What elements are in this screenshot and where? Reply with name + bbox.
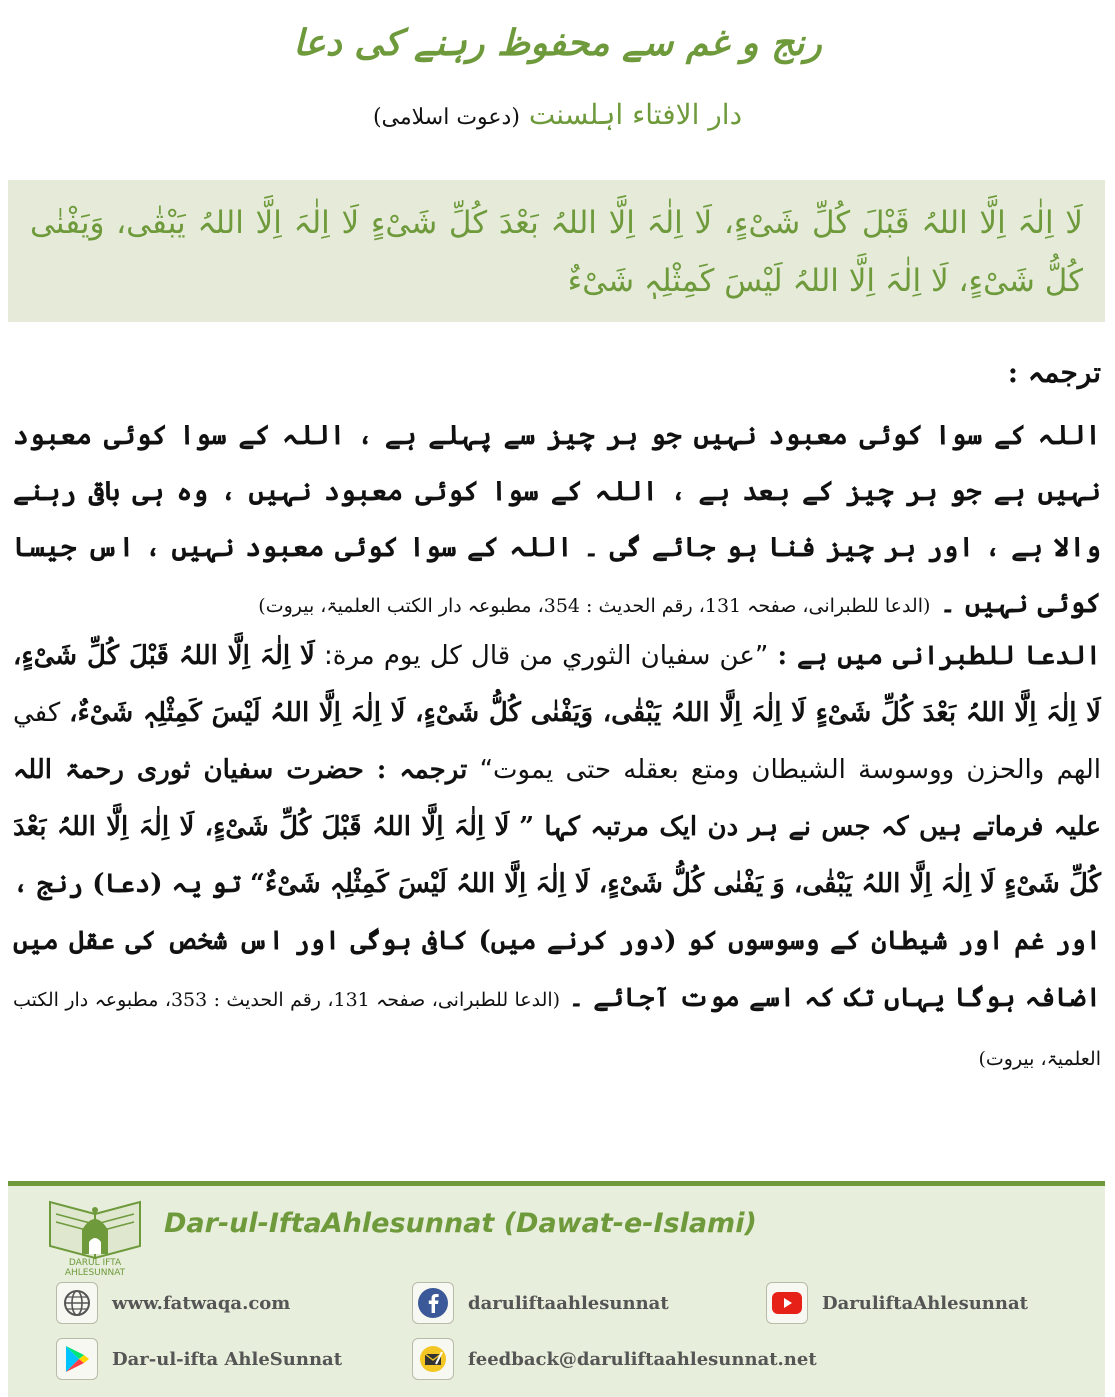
email-text: feedback@daruliftaahlesunnat.net <box>468 1348 817 1370</box>
playstore-icon-box <box>56 1338 98 1380</box>
website-icon-box <box>56 1282 98 1324</box>
tabarani-translation-1: ترجمہ : حضرت سفیان ثوری رحمۃ اللہ علیہ فرماتے ہیں کہ جس نے ہر دن ایک مرتبہ کہا ” <box>13 755 1101 842</box>
youtube-icon-box <box>766 1282 808 1324</box>
tabarani-paragraph <box>13 628 1101 1088</box>
translation-heading: ترجمہ : <box>1007 356 1101 389</box>
dua-quote-1: لَا اِلٰہَ اِلَّا اللہُ قَبْلَ کُلِّ شَیْءٍ، لَا اِلٰہَ اِلَّا اللہُ بَعْدَ کُلِّ شَیْءٍ لَا اِلٰہَ اِلَّا اللہُ یَبْقٰی، وَیَفْنٰی کُلُّ شَیْءٍ، لَا اِلٰہَ اِلَّا اللہُ لَیْسَ کَمِثْلِہٖ شَیْءٌ، <box>13 641 1101 728</box>
playstore-link[interactable] <box>56 1338 342 1380</box>
playstore-text: Dar-ul-ifta AhleSunnat <box>112 1348 343 1370</box>
subtitle-paren: (دعوت اسلامی) <box>372 105 520 130</box>
arabic-text-1: ”عن سفيان الثوري من قال كل يوم مرة: <box>324 641 769 671</box>
tabarani-translation-2: تو یہ (دعا) رنج ، اور غم اور شیطان کے وسوسوں کو (دور کرنے میں) کافی ہوگی اور اس شخص کی عقل میں اضافہ ہوگا یہاں تک کہ اسے موت آجائے ۔ <box>13 869 1101 1013</box>
website-text: www.fatwaqa.com <box>112 1292 291 1314</box>
email-icon-box <box>412 1338 454 1380</box>
tabarani-intro: الدعا للطبرانی میں ہے : <box>777 641 1101 671</box>
translation-body: اللہ کے سوا کوئی معبود نہیں جو ہر چیز سے پہلے ہے ، اللہ کے سوا کوئی معبود نہیں ہے جو ہر چیز کے بعد ہے ، اللہ کے سوا کوئی معبود نہیں ، وہ ہی باقی رہنے والا ہے ، اور ہر چیز فنا ہو جائے گی ۔ اللہ کے سوا کوئی معبود نہیں ، اس جیسا کوئی نہیں ۔ <box>13 420 1101 619</box>
facebook-icon-box <box>412 1282 454 1324</box>
footer <box>8 1186 1105 1397</box>
page-subtitle <box>0 98 1115 131</box>
play-store-icon <box>63 1344 91 1374</box>
translation-reference: (الدعا للطبرانی، صفحہ 131، رقم الحدیث : 354، مطبوعہ دار الکتب العلمیۃ، بیروت) <box>258 595 931 617</box>
youtube-text: DaruliftaAhlesunnat <box>822 1292 1028 1314</box>
translation-paragraph <box>13 408 1101 634</box>
youtube-icon <box>771 1291 803 1315</box>
dua-box: لَا اِلٰہَ اِلَّا اللہُ قَبْلَ کُلِّ شَیْءٍ، لَا اِلٰہَ اِلَّا اللہُ بَعْدَ کُلِّ شَیْءٍ لَا اِلٰہَ اِلَّا اللہُ یَبْقٰی، وَیَفْنٰی کُلُّ شَیْءٍ، لَا اِلٰہَ اِلَّا اللہُ لَیْسَ کَمِثْلِہٖ شَیْءٌ <box>8 180 1105 322</box>
arabic-text-2: كفي الهم والحزن ووسوسة الشيطان ومتع بعقله حتى يموت“ <box>13 698 1101 785</box>
facebook-link[interactable] <box>412 1282 669 1324</box>
facebook-icon <box>417 1287 449 1319</box>
email-link[interactable] <box>412 1338 817 1380</box>
subtitle-text: دار الافتاء اہلسنت <box>528 98 743 131</box>
footer-brand: Dar-ul-IftaAhlesunnat (Dawat-e-Islami) <box>164 1208 757 1239</box>
logo-caption: DARUL IFTA AHLESUNNAT <box>64 1258 126 1278</box>
globe-icon <box>62 1288 92 1318</box>
dua-quote-2: لَا اِلٰہَ اِلَّا اللہُ قَبْلَ کُلِّ شَیْءٍ، لَا اِلٰہَ اِلَّا اللہُ بَعْدَ کُلِّ شَیْءٍ لَا اِلٰہَ اِلَّا اللہُ یَبْقٰی، وَ یَفْنٰی کُلُّ شَیْءٍ، لَا اِلٰہَ اِلَّا اللہُ لَیْسَ کَمِثْلِہٖ شَیْءٌ“ <box>13 812 1102 899</box>
website-link[interactable] <box>56 1282 290 1324</box>
page-title: رنج و غم سے محفوظ رہنے کی دعا <box>293 22 822 64</box>
facebook-text: daruliftaahlesunnat <box>468 1292 669 1314</box>
tabarani-reference: (الدعا للطبرانی، صفحہ 131، رقم الحدیث : 353، مطبوعہ دار الکتب العلمیۃ، بیروت) <box>13 989 1101 1070</box>
youtube-link[interactable] <box>766 1282 1028 1324</box>
feedback-icon <box>418 1344 448 1374</box>
